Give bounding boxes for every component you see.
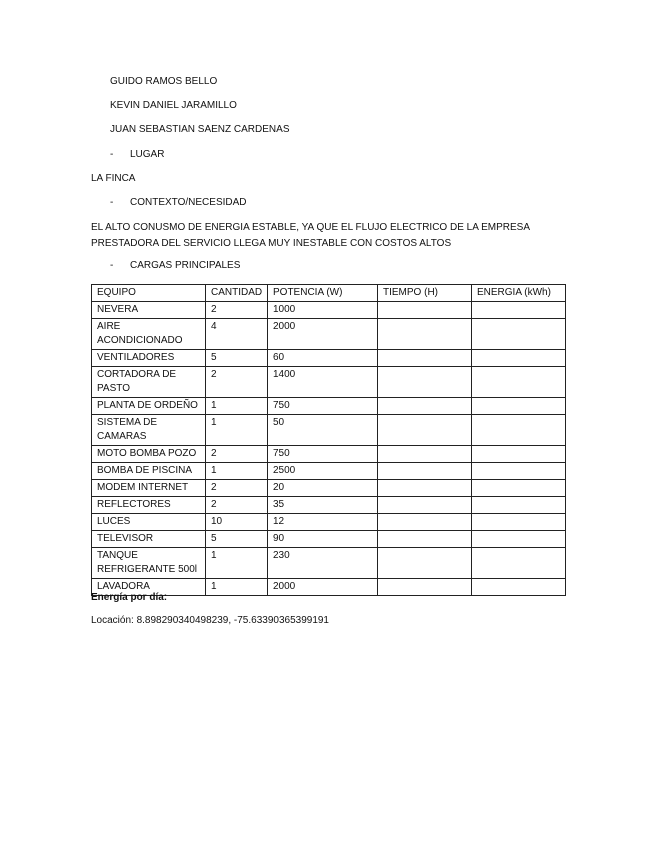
cell-equipo: TELEVISOR bbox=[92, 531, 206, 548]
table-row bbox=[92, 415, 566, 446]
author-3: JUAN SEBASTIAN SAENZ CARDENAS bbox=[110, 124, 290, 135]
cell-potencia: 1400 bbox=[268, 367, 378, 398]
cell-potencia: 750 bbox=[268, 446, 378, 463]
cell-tiempo bbox=[378, 302, 472, 319]
cell-potencia: 35 bbox=[268, 497, 378, 514]
cell-energia bbox=[472, 514, 566, 531]
cell-cantidad: 5 bbox=[206, 350, 268, 367]
table-header-row bbox=[92, 285, 566, 302]
author-2: KEVIN DANIEL JARAMILLO bbox=[110, 100, 237, 111]
cell-energia bbox=[472, 302, 566, 319]
cell-potencia: 90 bbox=[268, 531, 378, 548]
header-equipo: EQUIPO bbox=[92, 285, 206, 302]
cell-tiempo bbox=[378, 350, 472, 367]
cell-tiempo bbox=[378, 319, 472, 350]
cell-tiempo bbox=[378, 497, 472, 514]
table-body bbox=[92, 302, 566, 596]
lugar-value: LA FINCA bbox=[91, 173, 136, 184]
cell-cantidad: 10 bbox=[206, 514, 268, 531]
table-row bbox=[92, 480, 566, 497]
table-row bbox=[92, 446, 566, 463]
cell-energia bbox=[472, 480, 566, 497]
cell-tiempo bbox=[378, 367, 472, 398]
cell-energia bbox=[472, 531, 566, 548]
cell-energia bbox=[472, 446, 566, 463]
cell-equipo: LUCES bbox=[92, 514, 206, 531]
cell-energia bbox=[472, 319, 566, 350]
table-row bbox=[92, 531, 566, 548]
table-row bbox=[92, 350, 566, 367]
table-row bbox=[92, 548, 566, 579]
cell-equipo: TANQUE REFRIGERANTE 500l bbox=[92, 548, 206, 579]
cell-equipo: MODEM INTERNET bbox=[92, 480, 206, 497]
table-row bbox=[92, 319, 566, 350]
cell-cantidad: 1 bbox=[206, 579, 268, 596]
location-coordinates: Locación: 8.898290340498239, -75.63390365399191 bbox=[91, 615, 329, 626]
cell-equipo: VENTILADORES bbox=[92, 350, 206, 367]
cell-tiempo bbox=[378, 579, 472, 596]
table-row bbox=[92, 367, 566, 398]
cell-energia bbox=[472, 398, 566, 415]
loads-table bbox=[91, 284, 566, 596]
table-row bbox=[92, 514, 566, 531]
cell-cantidad: 5 bbox=[206, 531, 268, 548]
cell-cantidad: 2 bbox=[206, 302, 268, 319]
cell-equipo: PLANTA DE ORDEÑO bbox=[92, 398, 206, 415]
cell-tiempo bbox=[378, 398, 472, 415]
cell-potencia: 50 bbox=[268, 415, 378, 446]
contexto-heading bbox=[110, 197, 247, 208]
cell-potencia: 2000 bbox=[268, 579, 378, 596]
cell-tiempo bbox=[378, 480, 472, 497]
cell-equipo: AIRE ACONDICIONADO bbox=[92, 319, 206, 350]
cell-equipo: NEVERA bbox=[92, 302, 206, 319]
cell-energia bbox=[472, 350, 566, 367]
cell-cantidad: 1 bbox=[206, 398, 268, 415]
cell-tiempo bbox=[378, 415, 472, 446]
cell-cantidad: 4 bbox=[206, 319, 268, 350]
table-row bbox=[92, 463, 566, 480]
cell-tiempo bbox=[378, 514, 472, 531]
cell-potencia: 750 bbox=[268, 398, 378, 415]
header-energia: ENERGIA (kWh) bbox=[472, 285, 566, 302]
lugar-heading bbox=[110, 149, 164, 160]
cell-cantidad: 1 bbox=[206, 463, 268, 480]
cell-cantidad: 2 bbox=[206, 367, 268, 398]
cargas-heading-text: CARGAS PRINCIPALES bbox=[130, 260, 241, 271]
cell-tiempo bbox=[378, 446, 472, 463]
cell-energia bbox=[472, 548, 566, 579]
cell-potencia: 60 bbox=[268, 350, 378, 367]
cell-energia bbox=[472, 415, 566, 446]
cell-equipo: REFLECTORES bbox=[92, 497, 206, 514]
cell-energia bbox=[472, 367, 566, 398]
cell-potencia: 2500 bbox=[268, 463, 378, 480]
cell-potencia: 230 bbox=[268, 548, 378, 579]
cell-potencia: 2000 bbox=[268, 319, 378, 350]
table-row bbox=[92, 302, 566, 319]
cell-potencia: 1000 bbox=[268, 302, 378, 319]
cell-energia bbox=[472, 579, 566, 596]
cell-potencia: 12 bbox=[268, 514, 378, 531]
cell-tiempo bbox=[378, 531, 472, 548]
cell-equipo: SISTEMA DE CAMARAS bbox=[92, 415, 206, 446]
cell-cantidad: 2 bbox=[206, 446, 268, 463]
header-tiempo: TIEMPO (H) bbox=[378, 285, 472, 302]
cell-cantidad: 1 bbox=[206, 548, 268, 579]
table-row bbox=[92, 497, 566, 514]
cell-cantidad: 2 bbox=[206, 480, 268, 497]
cell-cantidad: 2 bbox=[206, 497, 268, 514]
contexto-paragraph: EL ALTO CONUSMO DE ENERGIA ESTABLE, YA QUE EL FLUJO ELECTRICO DE LA EMPRESA PRESTADORA DEL SERVICIO LLEGA MUY INESTABLE CON COSTOS ALTOS bbox=[91, 222, 530, 249]
energia-por-dia-label: Energía por día: bbox=[91, 592, 168, 603]
cell-energia bbox=[472, 463, 566, 480]
cell-equipo: LAVADORA bbox=[92, 579, 206, 596]
header-cantidad: CANTIDAD bbox=[206, 285, 268, 302]
cargas-bullet: - bbox=[110, 260, 114, 271]
cell-potencia: 20 bbox=[268, 480, 378, 497]
cell-equipo: MOTO BOMBA POZO bbox=[92, 446, 206, 463]
author-1: GUIDO RAMOS BELLO bbox=[110, 76, 218, 87]
cell-tiempo bbox=[378, 463, 472, 480]
cell-energia bbox=[472, 497, 566, 514]
cargas-heading bbox=[110, 260, 240, 271]
cell-equipo: CORTADORA DE PASTO bbox=[92, 367, 206, 398]
cell-equipo: BOMBA DE PISCINA bbox=[92, 463, 206, 480]
cell-cantidad: 1 bbox=[206, 415, 268, 446]
lugar-heading-text: LUGAR bbox=[130, 149, 165, 160]
cell-tiempo bbox=[378, 548, 472, 579]
contexto-heading-text: CONTEXTO/NECESIDAD bbox=[130, 197, 247, 208]
header-potencia: POTENCIA (W) bbox=[268, 285, 378, 302]
contexto-bullet: - bbox=[110, 197, 114, 208]
table-row bbox=[92, 398, 566, 415]
lugar-bullet: - bbox=[110, 149, 114, 160]
